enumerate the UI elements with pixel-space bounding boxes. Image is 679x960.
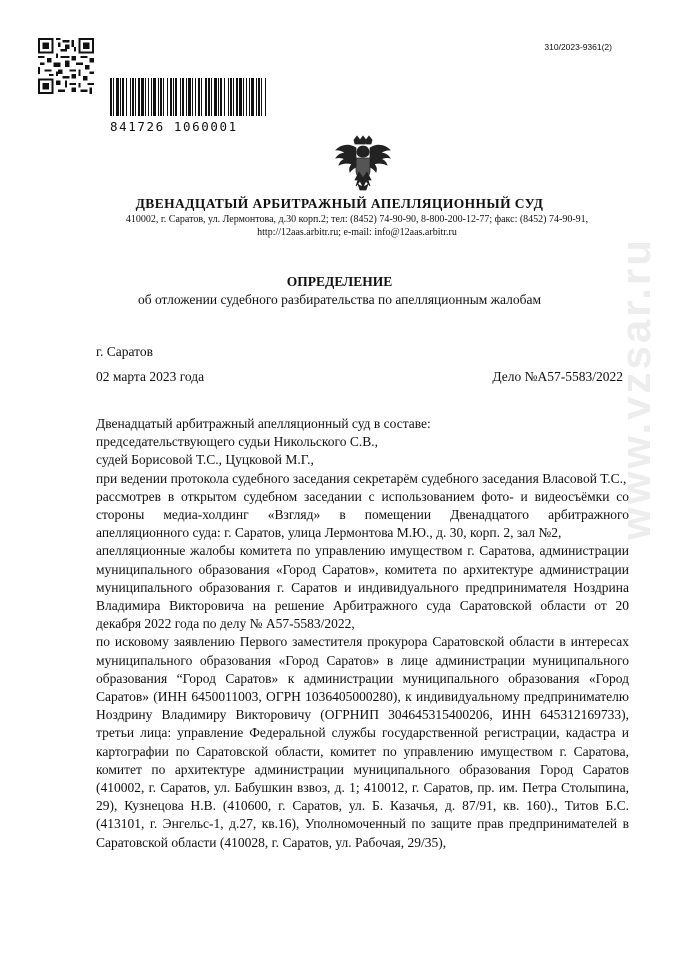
document-subtitle: об отложении судебного разбирательства по апелляционным жалобам <box>137 292 542 307</box>
court-website-email: http://12aas.arbitr.ru; e-mail: info@12aas.arbitr.ru <box>257 227 457 238</box>
qr-code <box>38 38 94 94</box>
paragraph-secretary: при ведении протокола судебного заседания секретарём судебного заседания Власовой Т.С., <box>96 470 627 486</box>
case-number: Дело №А57-5583/2022 <box>492 369 623 384</box>
paragraph-appeals: апелляционные жалобы комитета по управлению имуществом г. Саратова, администрации муниципального образования «Город Саратов», комитета по архитектуре администрации муниципального образования г. Саратов и индивидуального предпринимателя Ноздрина Владимира Викторовича на решение Арбитражного суда Саратовской области от 20 декабря 2022 года по делу № А57-5583/2022, <box>96 543 629 632</box>
paragraph-presiding-judge: председательствующего судьи Никольского С.В., <box>96 434 379 450</box>
paragraph-court-composition: Двенадцатый арбитражный апелляционный суд в составе: <box>96 416 431 431</box>
court-name: ДВЕНАДЦАТЫЙ АРБИТРАЖНЫЙ АПЕЛЛЯЦИОННЫЙ СУД <box>135 196 544 211</box>
document-number: 310/2023-9361(2) <box>544 42 612 52</box>
paragraph-judges: судей Борисовой Т.С., Цуцковой М.Г., <box>96 452 314 468</box>
barcode-number: 841726 1060001 <box>110 119 238 134</box>
city: г. Саратов <box>96 344 153 359</box>
document-title: ОПРЕДЕЛЕНИЕ <box>286 274 393 289</box>
court-address <box>80 213 634 239</box>
watermark: www.vzsar.ru <box>612 237 659 540</box>
coat-of-arms-emblem <box>332 134 394 194</box>
document-body <box>96 415 629 852</box>
barcode <box>110 78 266 116</box>
court-address-line: 410002, г. Саратов, ул. Лермонтова, д.30 корп.2; тел: (8452) 74-90-90, 8-800-200-12-77; факс: (8452) 74-90-91, <box>125 214 589 225</box>
paragraph-hearing: рассмотрев в открытом судебном заседании с использованием фото- и видеосъёмки со стороны медиа-холдинг «Взгляд» в помещении Двенадцатого арбитражного апелляционного суда: г. Саратов, улица Лермонтова М.Ю., д. 30, корп. 2, зал №2, <box>96 488 629 541</box>
paragraph-claim: по исковому заявлению Первого заместителя прокурора Саратовской области в интересах муниципального образования «Город Саратов» в лице администрации муниципального образования “Город Саратов» к администрации муниципального образования «Город Саратов» (ИНН 6450011003, ОГРН 1036405000280), к индивидуальному предпринимателю Ноздрину Владимиру Викторовичу (ОГРНИП 304645315400206, ИНН 645312169733), третьи лица: управление Федеральной службы государственной регистрации, кадастра и картографии по Саратовской области, комитет по управлению имуществом г. Саратова, комитет по архитектуре администрации муниципального образования Город Саратов (410002, г. Саратов, ул. Бабушкин взвоз, д. 1; 410012, г. Саратов, пр. им. Петра Столыпина, 29), Кузнецова Н.В. (410600, г. Саратов, ул. Б. Казачья, д. 87/91, кв. 160)., Титов Б.С. (413101, г. Энгельс-1, д.27, кв.16), Уполномоченный по защите прав предпринимателей в Саратовской области (410028, г. Саратов, ул. Рабочая, 29/35), <box>96 634 629 850</box>
document-date: 02 марта 2023 года <box>96 369 205 384</box>
